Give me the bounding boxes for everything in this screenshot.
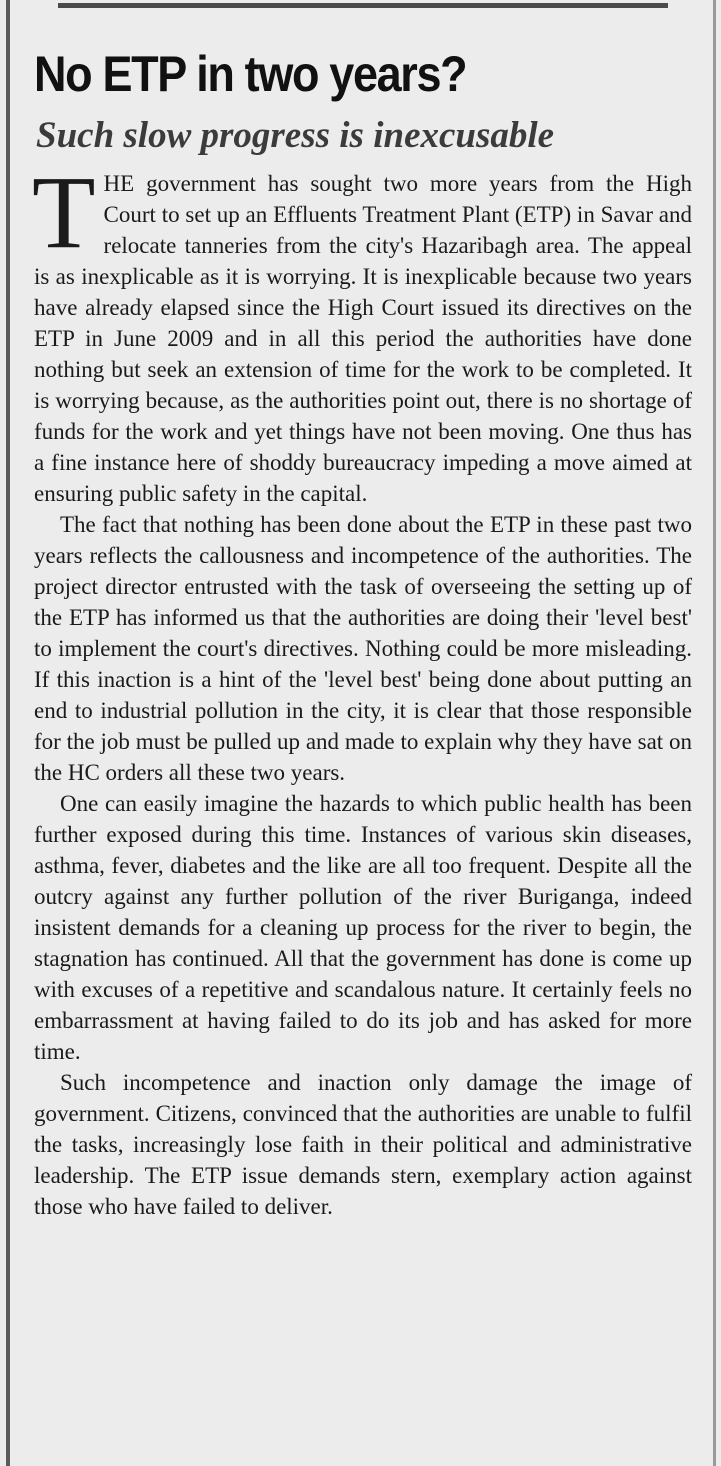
paragraph-1	[32, 155, 692, 509]
editorial-subheadline: Such slow progress is inexcusable	[36, 115, 555, 156]
drop-cap: T	[32, 155, 96, 270]
paragraph-2: The fact that nothing has been done about the ETP in these past two years reflects the callousness and incompetence of the authorities. The project director entrusted with the task of overseeing the setting up of the ETP has informed us that the authorities are doing their 'level best' to implement the court's directives. Nothing could be more misleading. If this inaction is a hint of the 'level best' being done about putting an end to industrial pollution in the city, it is clear that those responsible for the job must be pulled up and made to explain why they have sat on the HC orders all these two years.	[34, 512, 692, 785]
top-rule	[58, 3, 668, 8]
editorial-headline: No ETP in two years?	[34, 46, 467, 102]
paragraph-1-text: HE government has sought two more years from the High Court to set up an Effluents Treatment Plant (ETP) in Savar and relocate tanneries from the city's Hazaribagh area. The appeal is as inexplicable as it is worrying. It is inexplicable because two years have already elapsed since the High Court issued its directives on the ETP in June 2009 and in all this period the authorities have done nothing but seek an extension of time for the work to be completed. It is worrying because, as the authorities point out, there is no shortage of funds for the work and yet things have not been moving. One thus has a fine instance here of shoddy bureaucracy impeding a move aimed at ensuring public safety in the capital.	[34, 171, 692, 506]
editorial-body	[32, 155, 692, 1222]
column-left-border	[6, 0, 10, 1466]
paragraph-3: One can easily imagine the hazards to which public health has been further exposed during this time. Instances of various skin diseases, asthma, fever, diabetes and the like are all too frequent. Despite all the outcry against any further pollution of the river Buriganga, indeed insistent demands for a cleaning up process for the river to begin, the stagnation has continued. All that the government has done is come up with excuses of a repetitive and scandalous nature. It certainly feels no embarrassment at having failed to do its job and has asked for more time.	[34, 791, 692, 1064]
column-right-border	[713, 0, 716, 1466]
paragraph-4: Such incompetence and inaction only damage the image of government. Citizens, convinced that the authorities are unable to fulfil the tasks, increasingly lose faith in their political and administrative leadership. The ETP issue demands stern, exemplary action against those who have failed to deliver.	[34, 1070, 692, 1219]
